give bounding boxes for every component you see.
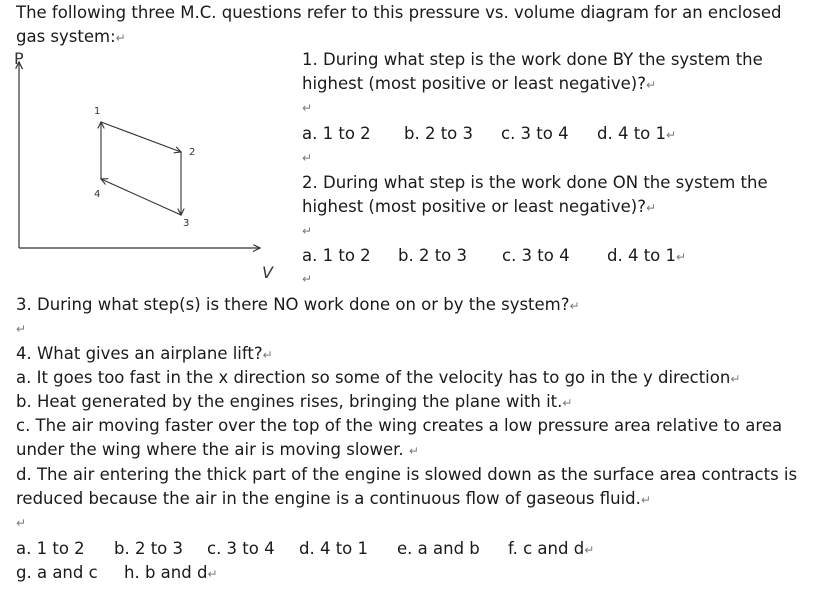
paragraph-mark: ↵ [645,201,657,215]
paragraph-mark: ↵ [562,396,573,410]
pv-diagram [0,40,290,290]
point-label-1: 1 [94,106,101,117]
q4-option-a: a. It goes too fast in the x direction so some of the velocity has to go in the y direction↵ [16,368,741,387]
paragraph-mark: ↵ [207,567,218,581]
paragraph-mark: ↵ [16,516,27,530]
q4-option-c-line-2: under the wing where the air is moving slower. ↵ [16,440,419,459]
paragraph-mark: ↵ [640,493,651,507]
paragraph-mark: ↵ [584,543,595,557]
q2-line-1: 2. During what step is the work done ON the system the [302,173,768,192]
answer-c: c. 3 to 4 [207,539,275,558]
q1-line-2: highest (most positive or least negative)?↵ [302,74,657,93]
q2-option-d: d. 4 to 1↵ [607,246,687,265]
paragraph-mark: ↵ [115,31,126,45]
q2-option-c: c. 3 to 4 [502,246,570,265]
paragraph-mark: ↵ [666,128,677,142]
p-axis-label: P [14,49,24,68]
intro-line-1: The following three M.C. questions refer to this pressure vs. volume diagram for an enclosed [16,3,782,22]
path-1-to-2 [101,122,181,152]
answer-e: e. a and b [397,539,480,558]
q1-option-d: d. 4 to 1↵ [597,124,677,143]
point-label-3: 3 [183,218,190,229]
paragraph-mark: ↵ [645,78,657,92]
v-axis-label: V [262,263,273,282]
answer-b: b. 2 to 3 [114,539,184,558]
paragraph-mark: ↵ [262,348,273,362]
q3-text: 3. During what step(s) is there NO work done on or by the system?↵ [16,295,580,314]
q1-option-c: c. 3 to 4 [501,124,569,143]
paragraph-mark: ↵ [569,299,580,313]
paragraph-mark: ↵ [302,272,313,286]
answer-h: h. b and d↵ [124,563,218,582]
answer-f: f. c and d↵ [508,539,595,558]
paragraph-mark: ↵ [302,151,313,165]
q4-option-d-line-1: d. The air entering the thick part of the engine is slowed down as the surface area contracts is [16,465,798,484]
paragraph-mark: ↵ [302,224,313,238]
point-label-4: 4 [94,189,101,200]
answer-a: a. 1 to 2 [16,539,85,558]
paragraph-mark: ↵ [730,372,741,386]
intro-line-2: gas system:↵ [16,27,126,46]
q1-line-1: 1. During what step is the work done BY the system the [302,50,763,69]
q4-option-b: b. Heat generated by the engines rises, bringing the plane with it.↵ [16,392,573,411]
q4-option-d-line-2: reduced because the air in the engine is a continuous flow of gaseous fluid.↵ [16,489,651,508]
q2-option-a: a. 1 to 2 [302,246,371,265]
q4-option-c-line-1: c. The air moving faster over the top of the wing creates a low pressure area relative to area [16,416,783,435]
q4-title: 4. What gives an airplane lift?↵ [16,344,273,363]
paragraph-mark: ↵ [16,322,27,336]
q1-option-a: a. 1 to 2 [302,124,371,143]
paragraph-mark: ↵ [408,444,419,458]
paragraph-mark: ↵ [302,101,313,115]
point-label-2: 2 [189,147,196,158]
paragraph-mark: ↵ [676,250,687,264]
path-3-to-4 [101,179,181,215]
q2-line-2: highest (most positive or least negative)?↵ [302,197,657,216]
q1-option-b: b. 2 to 3 [404,124,474,143]
answer-d: d. 4 to 1 [299,539,369,558]
answer-g: g. a and c [16,563,98,582]
q2-option-b: b. 2 to 3 [398,246,468,265]
